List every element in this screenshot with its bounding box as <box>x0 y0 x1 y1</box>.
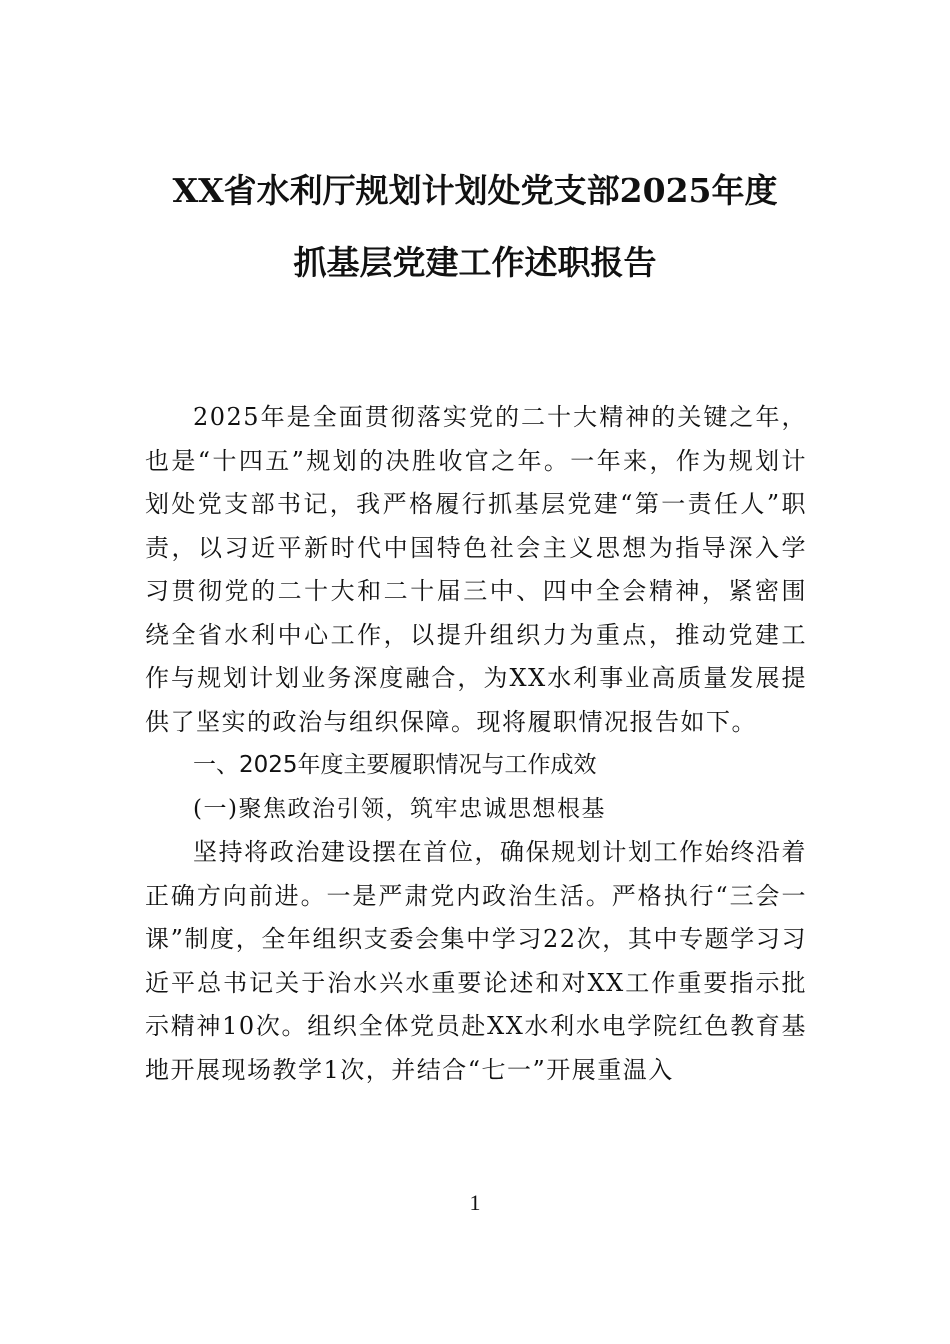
title-line-1: XX省水利厅规划计划处党支部2025年度 <box>172 171 778 210</box>
subsection-heading: (一)聚焦政治引领，筑牢忠诚思想根基 <box>193 795 606 822</box>
document-title <box>100 168 850 312</box>
document-body <box>145 396 807 1092</box>
intro-paragraph: 2025年是全面贯彻落实党的二十大精神的关键之年，也是“十四五”规划的决胜收官之年。一年来，作为规划计划处党支部书记，我严格履行抓基层党建“第一责任人”职责，以习近平新时代中国特色社会主义思想为指导深入学习贯彻党的二十大和二十届三中、四中全会精神，紧密围绕全省水利中心工作，以提升组织力为重点，推动党建工作与规划计划业务深度融合，为XX水利事业高质量发展提供了坚实的政治与组织保障。现将履职情况报告如下。 <box>145 403 807 736</box>
title-line-2: 抓基层党建工作述职报告 <box>293 243 657 282</box>
section-heading: 一、2025年度主要履职情况与工作成效 <box>193 752 597 778</box>
page-number: 1 <box>469 1190 481 1215</box>
subsection-paragraph: 坚持将政治建设摆在首位，确保规划计划工作始终沿着正确方向前进。一是严肃党内政治生活。严格执行“三会一课”制度，全年组织支委会集中学习22次，其中专题学习习近平总书记关于治水兴水重要论述和对XX工作重要指示批示精神10次。组织全体党员赴XX水利水电学院红色教育基地开展现场教学1次，并结合“七一”开展重温入 <box>145 838 807 1084</box>
